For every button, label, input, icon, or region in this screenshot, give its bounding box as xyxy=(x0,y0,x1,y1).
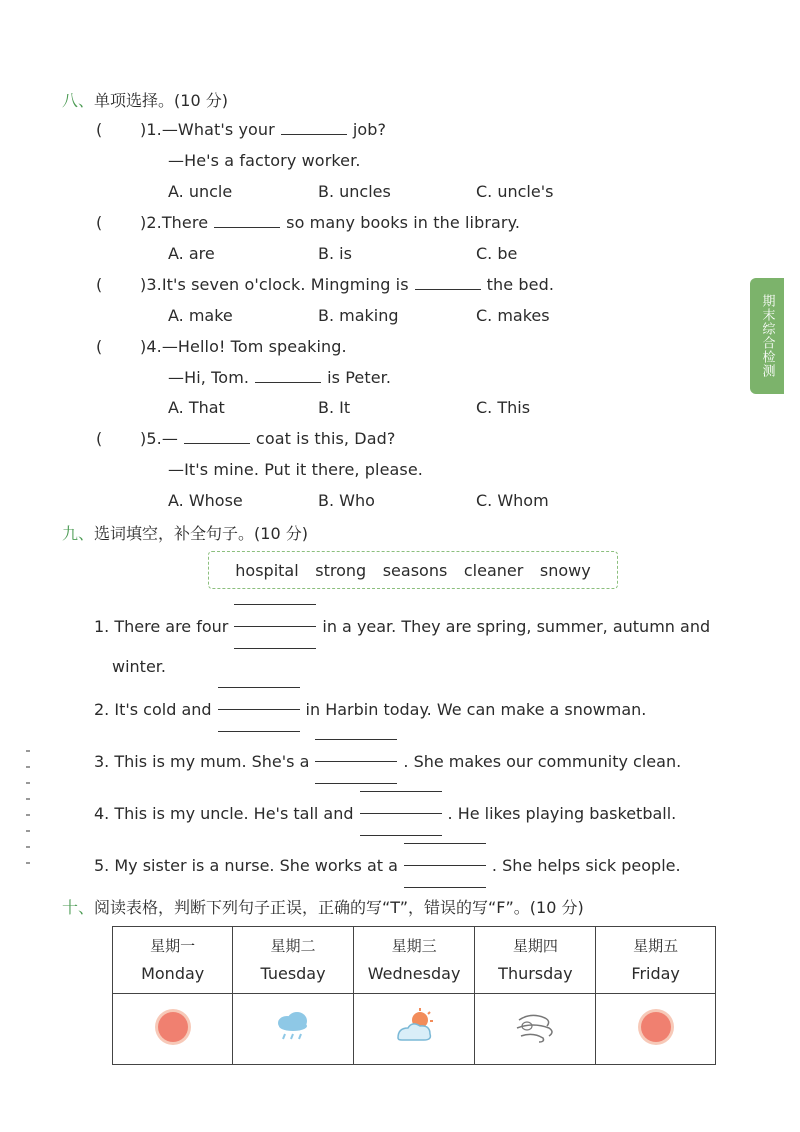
question-1-stem: )1.—What's your job? xyxy=(140,120,387,139)
windy-icon xyxy=(511,1006,559,1048)
section8-title xyxy=(62,88,228,111)
question-1-reply: —He's a factory worker. xyxy=(168,151,361,170)
side-tab: 期末综合检测 xyxy=(750,278,784,394)
day-header-wed: 星期三 Wednesday xyxy=(353,927,475,994)
word-bank-item: snowy xyxy=(539,560,591,580)
section10-number: 十、 xyxy=(62,898,95,917)
weather-cell xyxy=(233,994,353,1065)
section9-title-text: 选词填空，补全句子。(10 分) xyxy=(94,524,308,543)
weather-cell xyxy=(113,994,233,1065)
question-5-reply: —It's mine. Put it there, please. xyxy=(168,460,423,479)
blank[interactable] xyxy=(184,429,250,444)
section9-number: 九、 xyxy=(62,524,95,543)
option-b[interactable]: B. making xyxy=(318,306,399,325)
option-c[interactable]: C. Whom xyxy=(476,491,549,510)
sunny-icon xyxy=(634,1005,678,1049)
question-4-reply: —Hi, Tom. is Peter. xyxy=(168,368,392,387)
option-c[interactable]: C. be xyxy=(476,244,518,263)
weather-cell xyxy=(353,994,475,1065)
fill-item-4: 4. This is my uncle. He's tall and . He likes playing basketball. xyxy=(94,803,676,823)
option-a[interactable]: A. That xyxy=(168,398,225,417)
binding-dots xyxy=(26,750,30,870)
blank[interactable] xyxy=(214,213,280,228)
word-bank-item: strong xyxy=(315,560,367,580)
word-bank-item: cleaner xyxy=(463,560,524,580)
day-header-mon: 星期一 Monday xyxy=(113,927,233,994)
answer-paren-1[interactable]: ( xyxy=(96,120,103,139)
section8-number: 八、 xyxy=(62,91,95,110)
writing-blank[interactable] xyxy=(404,855,486,871)
answer-paren-2[interactable]: ( xyxy=(96,213,103,232)
writing-blank[interactable] xyxy=(315,751,397,767)
writing-blank[interactable] xyxy=(218,699,300,715)
section9-title xyxy=(62,521,308,544)
question-4-stem: )4.—Hello! Tom speaking. xyxy=(140,337,347,356)
word-bank-item: seasons xyxy=(382,560,448,580)
option-c[interactable]: C. This xyxy=(476,398,531,417)
fill-item-3: 3. This is my mum. She's a . She makes our community clean. xyxy=(94,751,681,771)
weather-cell xyxy=(475,994,596,1065)
section10-title xyxy=(62,895,584,918)
option-a[interactable]: A. uncle xyxy=(168,182,233,201)
fill-item-1-cont: winter. xyxy=(112,657,166,676)
sunny-icon xyxy=(151,1005,195,1049)
option-c[interactable]: C. uncle's xyxy=(476,182,554,201)
day-header-fri: 星期五 Friday xyxy=(596,927,716,994)
fill-item-2: 2. It's cold and in Harbin today. We can make a snowman. xyxy=(94,699,646,719)
question-2-stem: )2.There so many books in the library. xyxy=(140,213,521,232)
option-a[interactable]: A. are xyxy=(168,244,215,263)
cloudy-icon xyxy=(390,1006,438,1048)
option-b[interactable]: B. uncles xyxy=(318,182,391,201)
day-header-tue: 星期二 Tuesday xyxy=(233,927,353,994)
answer-paren-5[interactable]: ( xyxy=(96,429,103,448)
option-a[interactable]: A. make xyxy=(168,306,233,325)
blank[interactable] xyxy=(281,120,347,135)
word-bank-item: hospital xyxy=(235,560,299,580)
option-a[interactable]: A. Whose xyxy=(168,491,243,510)
option-b[interactable]: B. Who xyxy=(318,491,375,510)
option-c[interactable]: C. makes xyxy=(476,306,550,325)
day-header-thu: 星期四 Thursday xyxy=(475,927,596,994)
answer-paren-4[interactable]: ( xyxy=(96,337,103,356)
option-b[interactable]: B. It xyxy=(318,398,351,417)
writing-blank[interactable] xyxy=(360,803,442,819)
answer-paren-3[interactable]: ( xyxy=(96,275,103,294)
section8-title-text: 单项选择。(10 分) xyxy=(94,91,228,110)
blank[interactable] xyxy=(415,275,481,290)
rainy-icon xyxy=(271,1007,315,1047)
writing-blank[interactable] xyxy=(234,616,316,632)
fill-item-5: 5. My sister is a nurse. She works at a . She helps sick people. xyxy=(94,855,681,875)
question-3-stem: )3.It's seven o'clock. Mingming is the bed. xyxy=(140,275,555,294)
option-b[interactable]: B. is xyxy=(318,244,352,263)
weather-table xyxy=(112,926,716,1065)
page-margin xyxy=(0,0,30,1132)
word-bank xyxy=(208,551,618,589)
question-5-stem: )5.— coat is this, Dad? xyxy=(140,429,396,448)
blank[interactable] xyxy=(255,368,321,383)
fill-item-1: 1. There are four in a year. They are spring, summer, autumn and xyxy=(94,616,710,636)
weather-cell xyxy=(596,994,716,1065)
section10-title-text: 阅读表格，判断下列句子正误，正确的写“T”，错误的写“F”。(10 分) xyxy=(94,898,584,917)
